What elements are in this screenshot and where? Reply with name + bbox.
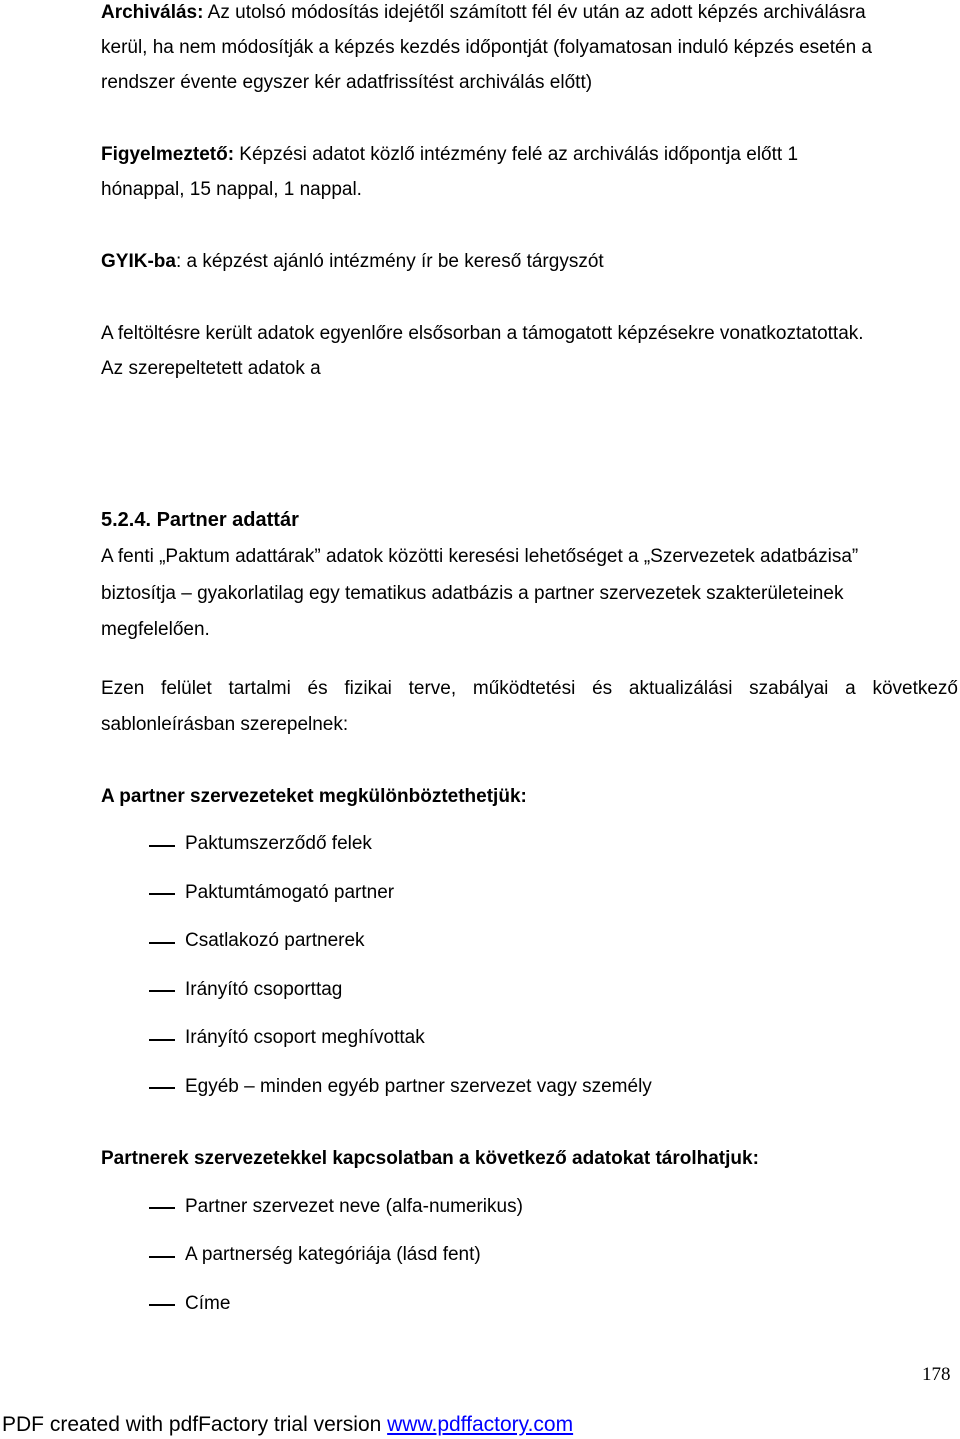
list1-heading: A partner szervezeteket megkülönböztethetjük: bbox=[101, 786, 527, 807]
list-dash bbox=[149, 845, 175, 847]
list2-item: Címe bbox=[185, 1293, 231, 1314]
footer-text: PDF created with pdfFactory trial version bbox=[2, 1413, 388, 1436]
list2-heading: Partnerek szervezetekkel kapcsolatban a következő adatokat tárolhatjuk: bbox=[101, 1148, 759, 1169]
gyik-line bbox=[101, 250, 604, 274]
list-dash bbox=[149, 1304, 175, 1306]
page-number: 178 bbox=[922, 1364, 951, 1385]
archivalas-line-3: rendszer évente egyszer kér adatfrissítést archiválás előtt) bbox=[101, 72, 593, 93]
list-dash bbox=[149, 1039, 175, 1041]
list-dash bbox=[149, 942, 175, 944]
archivalas-line-1 bbox=[101, 1, 866, 25]
feltoltes-line-2: Az szerepeltetett adatok a bbox=[101, 358, 321, 379]
list-dash bbox=[149, 1087, 175, 1089]
section-p1-line-3: megfelelően. bbox=[101, 619, 210, 640]
section-heading: 5.2.4. Partner adattár bbox=[101, 509, 299, 531]
section-p1-line-2: biztosítja – gyakorlatilag egy tematikus adatbázis a partner szervezetek szakterületeinek bbox=[101, 583, 844, 604]
figyelmezteto-label: Figyelmeztető: bbox=[101, 144, 235, 165]
list1-item: Irányító csoport meghívottak bbox=[185, 1027, 425, 1048]
archivalas-line-2: kerül, ha nem módosítják a képzés kezdés időpontját (folyamatosan induló képzés esetén a bbox=[101, 37, 873, 58]
pdf-footer bbox=[2, 1412, 573, 1438]
list-dash bbox=[149, 990, 175, 992]
list1-item: Irányító csoporttag bbox=[185, 979, 343, 1000]
list-dash bbox=[149, 1256, 175, 1258]
list2-item: Partner szervezet neve (alfa-numerikus) bbox=[185, 1196, 523, 1217]
list1-item: Paktumtámogató partner bbox=[185, 882, 395, 903]
list2-item: A partnerség kategóriája (lásd fent) bbox=[185, 1244, 481, 1265]
feltoltes-line-1: A feltöltésre került adatok egyenlőre elsősorban a támogatott képzésekre vonatkoztatottak. bbox=[101, 323, 864, 344]
list1-item: Csatlakozó partnerek bbox=[185, 930, 365, 951]
archivalas-text-1: Az utolsó módosítás idejétől számított fél év után az adott képzés archiválásra bbox=[203, 2, 866, 23]
list1-item: Paktumszerződő felek bbox=[185, 833, 372, 854]
list1-item: Egyéb – minden egyéb partner szervezet vagy személy bbox=[185, 1076, 652, 1097]
list-dash bbox=[149, 893, 175, 895]
gyik-text: : a képzést ajánló intézmény ír be kereső tárgyszót bbox=[175, 251, 604, 272]
footer-link[interactable]: www.pdffactory.com bbox=[387, 1413, 574, 1436]
gyik-label: GYIK-ba bbox=[101, 251, 176, 272]
section-p1-line-1: A fenti „Paktum adattárak” adatok közötti keresési lehetőséget a „Szervezetek adatbázisa” bbox=[101, 546, 859, 567]
section-p2-line-1: Ezen felület tartalmi és fizikai terve, működtetési és aktualizálási szabályai a következő bbox=[101, 678, 958, 699]
figyelmezteto-line-2: hónappal, 15 nappal, 1 nappal. bbox=[101, 179, 362, 200]
figyelmezteto-line-1 bbox=[101, 143, 798, 167]
list-dash bbox=[149, 1207, 175, 1209]
archivalas-label: Archiválás: bbox=[101, 2, 204, 23]
section-p2-line-2: sablonleírásban szerepelnek: bbox=[101, 714, 349, 735]
figyelmezteto-text-1: Képzési adatot közlő intézmény felé az archiválás időpontja előtt 1 bbox=[234, 144, 799, 165]
